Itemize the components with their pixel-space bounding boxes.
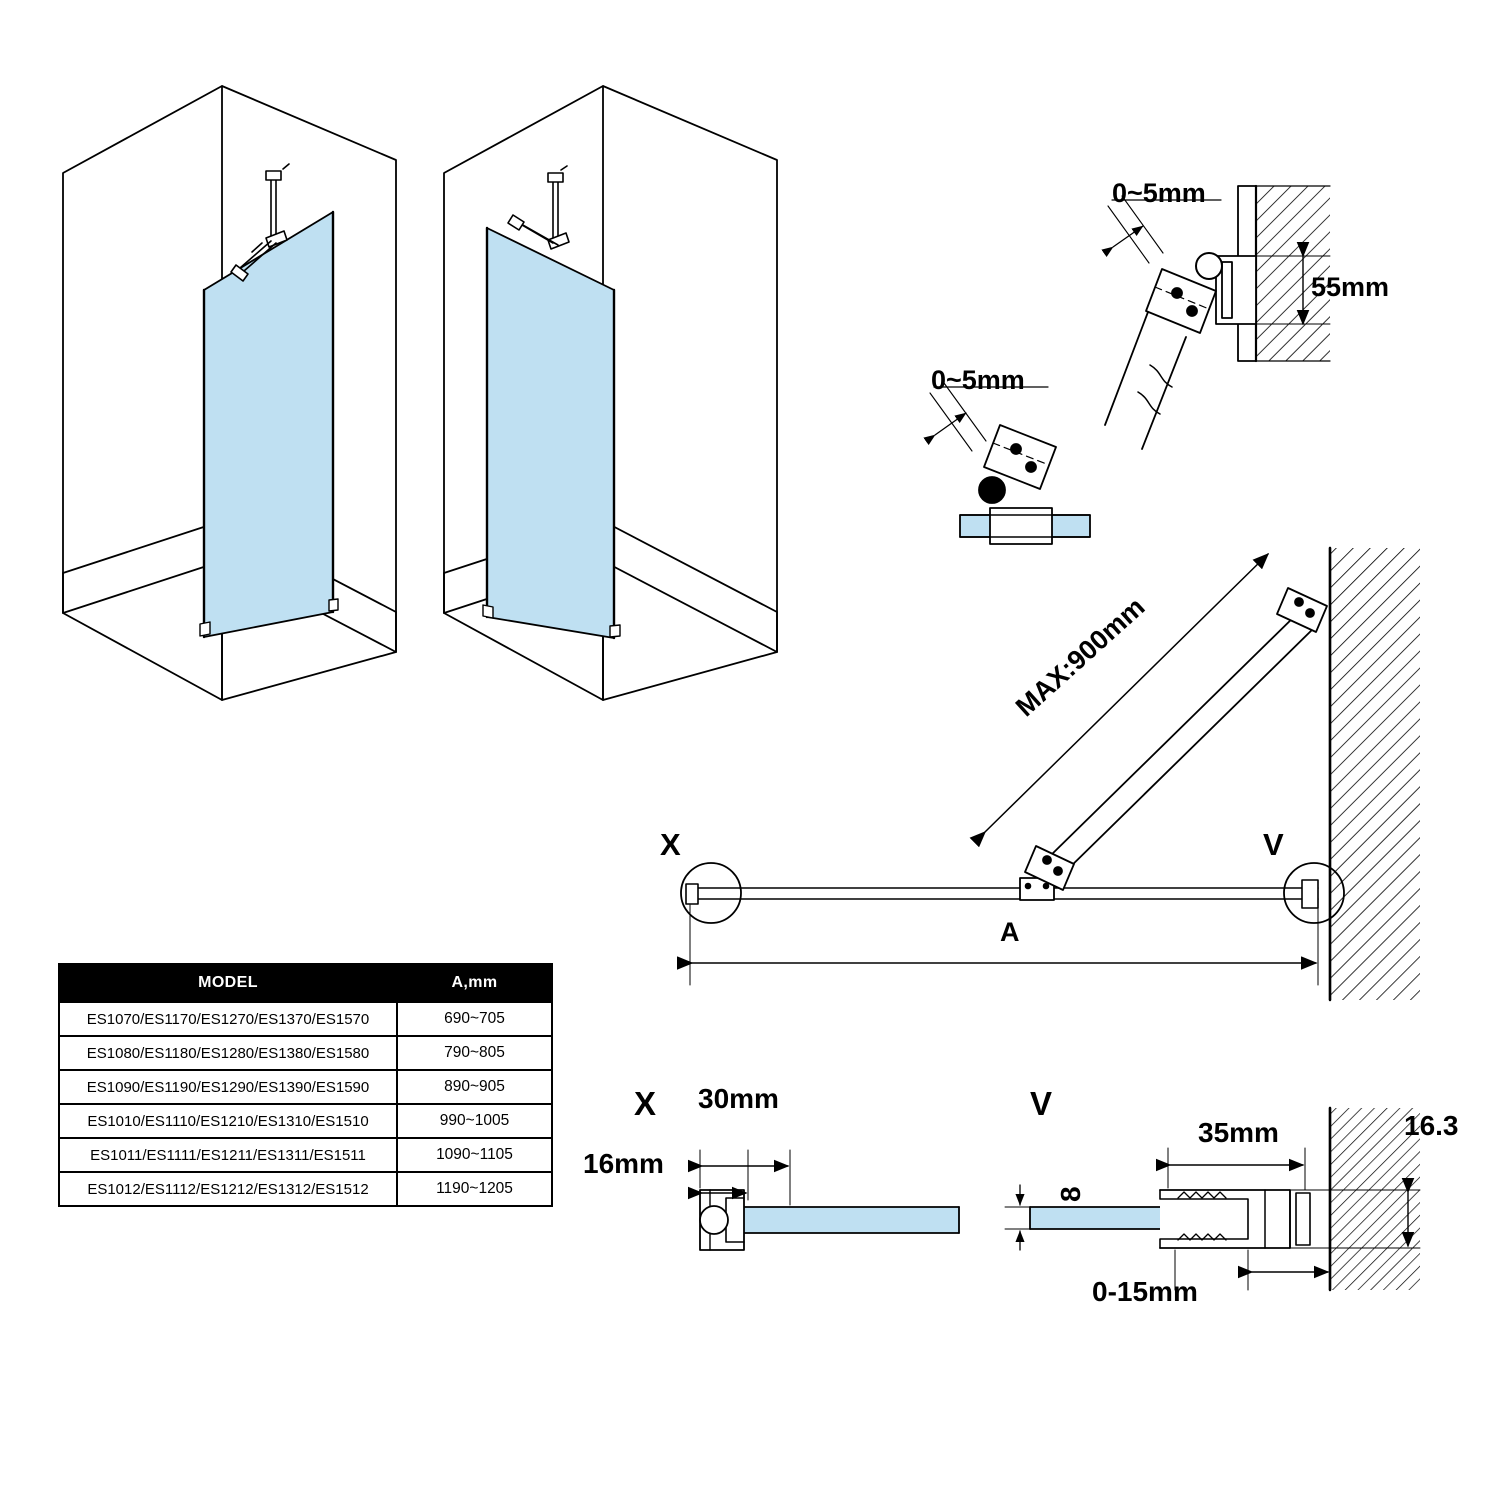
table-cell-model: ES1011/ES1111/ES1211/ES1311/ES1511 xyxy=(59,1138,397,1172)
table-row xyxy=(59,1002,552,1036)
table-header-a: A,mm xyxy=(397,964,552,1002)
table-cell-a: 990~1005 xyxy=(397,1104,552,1138)
callout-v-detail: V xyxy=(1030,1085,1053,1122)
model-dimension-table xyxy=(58,963,553,1207)
table-row xyxy=(59,1104,552,1138)
table-cell-a: 1090~1105 xyxy=(397,1138,552,1172)
table-cell-a: 890~905 xyxy=(397,1070,552,1104)
dimension-detail-v-profile: 35mm xyxy=(1198,1117,1279,1148)
table-cell-model: ES1010/ES1110/ES1210/ES1310/ES1510 xyxy=(59,1104,397,1138)
dimension-detail-v-adjust: 0-15mm xyxy=(1092,1276,1198,1307)
dimension-wall-plate-height: 55mm xyxy=(1311,272,1390,302)
table-header-model: MODEL xyxy=(59,964,397,1002)
dimension-detail-x-outer: 30mm xyxy=(698,1083,779,1114)
dimension-detail-x-inner: 16mm xyxy=(583,1148,664,1179)
dimension-bracket-gap-lower: 0~5mm xyxy=(931,365,1025,395)
callout-x-detail: X xyxy=(634,1085,657,1122)
table-row xyxy=(59,1138,552,1172)
table-cell-model: ES1090/ES1190/ES1290/ES1390/ES1590 xyxy=(59,1070,397,1104)
table-cell-model: ES1080/ES1180/ES1280/ES1380/ES1580 xyxy=(59,1036,397,1070)
dimension-plan-width-a: A xyxy=(1000,917,1020,947)
callout-v-plan: V xyxy=(1263,827,1284,862)
table-row xyxy=(59,1172,552,1206)
detail-x-group xyxy=(700,1150,959,1250)
table-cell-a: 1190~1205 xyxy=(397,1172,552,1206)
iso-left-enclosure xyxy=(63,86,396,700)
dimension-detail-v-height: 16.3 xyxy=(1404,1110,1459,1141)
plan-view-group xyxy=(681,548,1420,1000)
table-header-row xyxy=(59,964,552,1002)
dimension-detail-v-glass: 8 xyxy=(1055,1186,1086,1202)
table-row xyxy=(59,1036,552,1070)
dimension-bracket-gap-top: 0~5mm xyxy=(1112,178,1206,208)
dimension-support-bar-max: MAX:900mm xyxy=(1010,591,1151,723)
table-cell-model: ES1070/ES1170/ES1270/ES1370/ES1570 xyxy=(59,1002,397,1036)
table-cell-a: 790~805 xyxy=(397,1036,552,1070)
table-cell-a: 690~705 xyxy=(397,1002,552,1036)
table-cell-model: ES1012/ES1112/ES1212/ES1312/ES1512 xyxy=(59,1172,397,1206)
callout-x-plan: X xyxy=(660,827,681,862)
table-row xyxy=(59,1070,552,1104)
iso-right-enclosure xyxy=(444,86,777,700)
